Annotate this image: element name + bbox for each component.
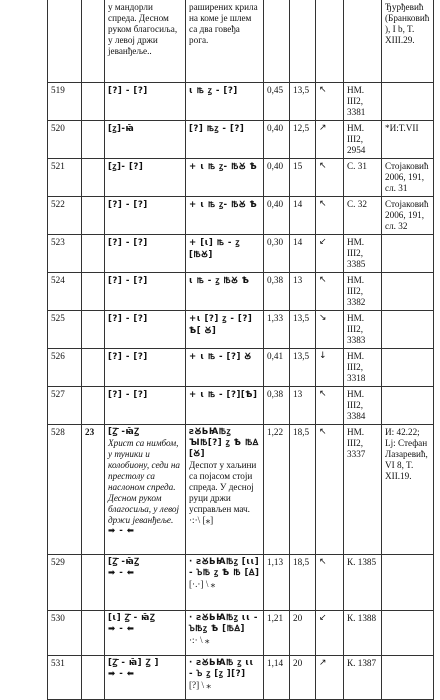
cell-obverse (105, 310, 186, 348)
cell-reverse (186, 424, 264, 554)
cell-reverse (186, 234, 264, 272)
obverse-legend: [?] - [?] (108, 351, 148, 362)
cell-direction: ↓ (316, 348, 344, 386)
cell-reverse (186, 272, 264, 310)
cell-number: 524 (48, 272, 82, 310)
cell-variant (82, 272, 105, 310)
table-row (48, 554, 434, 610)
reverse-legend: + [ꙇ] ꙓ - ꙁ [ꙒꙊ] (189, 237, 240, 260)
cell-reference: И: 42.22; Lj: Стефан Лазаревић, VI 8, T. XII.19. (382, 424, 434, 554)
cell-reference (382, 554, 434, 610)
obverse-symbols: ➡ - ⬅ (108, 525, 135, 536)
cell-reverse (186, 386, 264, 424)
cell-number: 528 (48, 424, 82, 554)
cell-diameter: 18,5 (290, 554, 316, 610)
cell-diameter: 13,5 (290, 348, 316, 386)
cell-inventory: НМ. III2, 3383 (344, 310, 382, 348)
cell-variant (82, 0, 105, 82)
obverse-legend: [Ꙁ̄ -ꙗ̄Ꙁ (108, 426, 140, 437)
cell-reference (382, 348, 434, 386)
cell-weight: 1,14 (264, 655, 290, 699)
cell-number: 519 (48, 82, 82, 120)
cell-number: 526 (48, 348, 82, 386)
cell-inventory: НМ. III2, 2954 (344, 120, 382, 158)
obverse-legend: [Ꙁ̄ - ꙗ̄] Ꙁ ] (108, 657, 159, 668)
obverse-legend: [Ꙁ̄ -ꙗ̄Ꙁ (108, 556, 140, 567)
reverse-symbols: [·.·] \ ⁎ (189, 578, 216, 589)
cell-obverse (105, 386, 186, 424)
cell-obverse (105, 82, 186, 120)
cell-reference (382, 310, 434, 348)
obverse-legend: [?] - [?] (108, 313, 148, 324)
continued-row (48, 0, 434, 82)
cell-variant (82, 610, 105, 655)
obverse-description: Христ са нимбом, у туники и колобиону, седи на престолу са наслоном спреда. Десном руком благосиља, у левој држи јеванђеље. (108, 437, 180, 525)
cell-direction: ↗ (316, 120, 344, 158)
cell-weight: 0,38 (264, 386, 290, 424)
obverse-legend: [ꙁ]- [?] (108, 161, 144, 172)
cell-reverse (186, 120, 264, 158)
cell-number: 525 (48, 310, 82, 348)
reverse-legend: + ꙇ ꙓ ꙁ- ꙒꙊ Ѣ (189, 199, 258, 210)
obverse-symbols: ➡ - ⬅ (108, 668, 135, 679)
cell-variant (82, 120, 105, 158)
cell-diameter: 14 (290, 196, 316, 234)
cell-diameter: 13 (290, 272, 316, 310)
cell-variant (82, 554, 105, 610)
reverse-symbols: [?] \ ⁎ (189, 679, 211, 690)
cell-obverse (105, 120, 186, 158)
cell-diameter: 15 (290, 158, 316, 196)
cell-number: 523 (48, 234, 82, 272)
obverse-description: у мандорли спреда. Десном руком благосиља, у левој држи јеванђеље.. (108, 2, 178, 56)
cell-direction: ↘ (316, 310, 344, 348)
obverse-legend: [?] - [?] (108, 85, 148, 96)
cell-reference: Стојаковић 2006, 191, сл. 31 (382, 158, 434, 196)
cell-inventory: С. 31 (344, 158, 382, 196)
cell-weight: 0,30 (264, 234, 290, 272)
cell-weight: 0,40 (264, 158, 290, 196)
cell-variant (82, 655, 105, 699)
obverse-legend: [?] - [?] (108, 237, 148, 248)
cell-reverse (186, 196, 264, 234)
table-row (48, 196, 434, 234)
cell-obverse (105, 610, 186, 655)
cell-number: 520 (48, 120, 82, 158)
cell-reverse (186, 348, 264, 386)
cell-number: 530 (48, 610, 82, 655)
cell-inventory (344, 0, 382, 82)
table-row (48, 158, 434, 196)
cell-inventory: К. 1385 (344, 554, 382, 610)
obverse-legend: [?] - [?] (108, 199, 148, 210)
cell-obverse (105, 272, 186, 310)
cell-weight: 0,41 (264, 348, 290, 386)
obverse-legend: [ꙇ] Ꙁ̄ - ꙗ̄Ꙁ (108, 612, 156, 623)
cell-direction: ↖ (316, 386, 344, 424)
cell-reverse (186, 610, 264, 655)
cell-obverse (105, 158, 186, 196)
cell-reverse (186, 158, 264, 196)
cell-direction: ↖ (316, 158, 344, 196)
cell-direction: ↗ (316, 655, 344, 699)
cell-direction: ↖ (316, 554, 344, 610)
cell-diameter: 12,5 (290, 120, 316, 158)
cell-direction: ↖ (316, 272, 344, 310)
cell-number: 522 (48, 196, 82, 234)
reverse-legend: + ꙇ ꙓ - [?] Ꙋ (189, 351, 252, 362)
cell-variant (82, 158, 105, 196)
cell-number (48, 0, 82, 82)
reverse-legend: · ꙅꙊЬꙖꙒꙁ ꙇꙇ - ꙎꙒꙁ Ѣ [ꙒꙘ] (189, 612, 258, 634)
cell-diameter: 14 (290, 234, 316, 272)
cell-reference (382, 610, 434, 655)
cell-variant (82, 386, 105, 424)
cell-direction: ↙ (316, 234, 344, 272)
cell-reverse (186, 310, 264, 348)
cell-reference (382, 386, 434, 424)
cell-number: 521 (48, 158, 82, 196)
cell-inventory: НМ. III2, 3382 (344, 272, 382, 310)
cell-obverse (105, 0, 186, 82)
cell-number: 529 (48, 554, 82, 610)
cell-direction: ↖ (316, 424, 344, 554)
reverse-legend: · ꙅꙊЬꙖꙒ ꙁ ꙇꙇ - Ꙏ ꙁ [ꙁ ][?] (189, 657, 254, 679)
cell-diameter: 13,5 (290, 82, 316, 120)
cell-variant (82, 310, 105, 348)
cell-inventory: НМ. III2, 3337 (344, 424, 382, 554)
cell-diameter: 13 (290, 386, 316, 424)
cell-reference: *И:Т.VII (382, 120, 434, 158)
cell-obverse (105, 196, 186, 234)
cell-direction: ↖ (316, 196, 344, 234)
cell-diameter (290, 0, 316, 82)
cell-variant (82, 234, 105, 272)
reverse-legend: + ꙇ ꙓ ꙁ- ꙒꙊ Ѣ (189, 161, 258, 172)
reverse-legend: [?] ꙓꙁ - [?] (189, 123, 245, 134)
cell-direction: ↙ (316, 610, 344, 655)
table-row (48, 386, 434, 424)
cell-inventory: К. 1388 (344, 610, 382, 655)
reverse-description: раширених крила на коме је шлем са два говеђа рога. (189, 2, 258, 45)
table-row (48, 310, 434, 348)
cell-reverse (186, 0, 264, 82)
cell-diameter: 13,5 (290, 310, 316, 348)
cell-diameter: 20 (290, 610, 316, 655)
table-row (48, 234, 434, 272)
table-row (48, 424, 434, 554)
reverse-symbols: ·:·\ [⁎] (189, 514, 214, 525)
cell-obverse (105, 234, 186, 272)
cell-reverse (186, 554, 264, 610)
reverse-legend: ꙇ ꙓ ꙁ - [?] (189, 85, 238, 96)
cell-obverse (105, 554, 186, 610)
cell-reference (382, 0, 434, 82)
reverse-legend: +ꙇ [?] ꙁ - [?] Ѣ[ Ꙋ] (189, 313, 253, 336)
coin-catalog-table (47, 0, 434, 700)
cell-weight: 0,40 (264, 120, 290, 158)
cell-number: 531 (48, 655, 82, 699)
cell-inventory: С. 32 (344, 196, 382, 234)
table-row (48, 655, 434, 699)
cell-inventory: К. 1387 (344, 655, 382, 699)
table-row (48, 120, 434, 158)
cell-inventory: НМ. III2, 3385 (344, 234, 382, 272)
cell-weight (264, 0, 290, 82)
cell-inventory: НМ. III2, 3384 (344, 386, 382, 424)
cell-weight: 0,38 (264, 272, 290, 310)
reverse-legend: ꙅꙊЬꙖꙒꙁ ꙐꙒ[?] ꙁ Ѣ ꙒꙘ [Ꙋ] (189, 426, 259, 459)
table-row (48, 82, 434, 120)
cell-number: 527 (48, 386, 82, 424)
cell-reference (382, 82, 434, 120)
cell-reference (382, 272, 434, 310)
cell-diameter: 18,5 (290, 424, 316, 554)
cell-diameter: 20 (290, 655, 316, 699)
cell-weight: 1,13 (264, 554, 290, 610)
cell-reference (382, 234, 434, 272)
cell-direction (316, 0, 344, 82)
cell-reverse (186, 655, 264, 699)
cell-inventory: НМ. III2, 3381 (344, 82, 382, 120)
reference-text: Ђурђевић (Бранковић), I b, T. XIII.29. (385, 2, 430, 45)
obverse-legend: [?] - [?] (108, 389, 148, 400)
obverse-symbols: ➡ - ⬅ (108, 623, 135, 634)
cell-variant: 23 (82, 424, 105, 554)
cell-variant (82, 348, 105, 386)
reverse-legend: + ꙇ ꙓ - [?][Ѣ] (189, 389, 258, 400)
cell-obverse (105, 348, 186, 386)
cell-weight: 1,33 (264, 310, 290, 348)
cell-variant (82, 82, 105, 120)
cell-weight: 1,22 (264, 424, 290, 554)
cell-variant (82, 196, 105, 234)
reverse-symbols: ·:· \ ⁎ (189, 634, 210, 645)
reverse-legend: ꙇ ꙓ - ꙁ ꙒꙊ Ѣ (189, 275, 250, 286)
obverse-legend: [?] - [?] (108, 275, 148, 286)
table-row (48, 348, 434, 386)
cell-direction: ↖ (316, 82, 344, 120)
cell-weight: 1,21 (264, 610, 290, 655)
cell-weight: 0,40 (264, 196, 290, 234)
reverse-legend: · ꙅꙊЬꙖꙒꙁ [ꙇꙇ] - ꙎꙒ ꙁ Ѣ Ꙓ [Ꙙ] (189, 556, 260, 578)
cell-reverse (186, 82, 264, 120)
table-row (48, 610, 434, 655)
reverse-description: Деспот у хаљини са појасом стоји спреда. У десној руци држи усправљен мач. (189, 459, 257, 514)
cell-weight: 0,45 (264, 82, 290, 120)
obverse-legend: [ꙁ]-ꙗ̄ (108, 123, 135, 134)
obverse-symbols: ➡ - ⬅ (108, 567, 135, 578)
cell-inventory: НМ. III2, 3318 (344, 348, 382, 386)
cell-reference (382, 655, 434, 699)
cell-obverse (105, 655, 186, 699)
cell-obverse (105, 424, 186, 554)
table-row (48, 272, 434, 310)
cell-reference: Стојаковић 2006, 191, сл. 32 (382, 196, 434, 234)
